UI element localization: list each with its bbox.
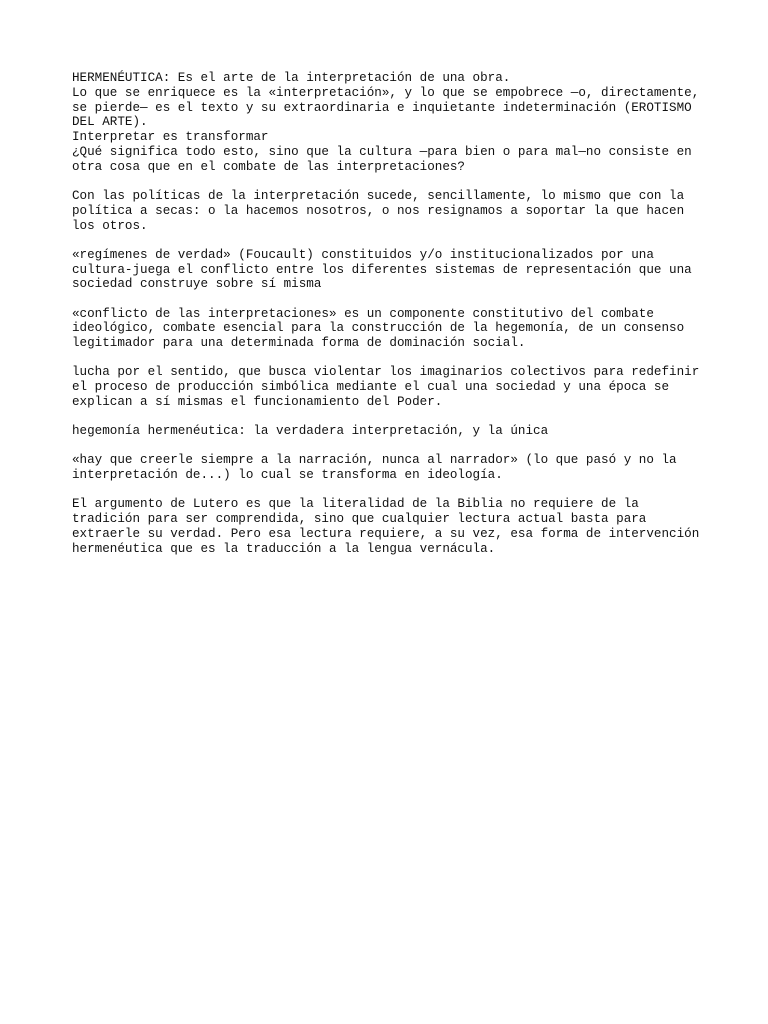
text-line: El argumento de Lutero es que la literalidad de la Biblia no requiere de la	[72, 497, 639, 512]
text-line: HERMENÉUTICA: Es el arte de la interpretación de una obra.	[72, 71, 511, 85]
text-line: sociedad construye sobre sí misma	[72, 277, 322, 292]
text-line: hermenéutica que es la traducción a la lengua vernácula.	[72, 541, 496, 556]
text-line: otra cosa que en el combate de las interpretaciones?	[72, 159, 465, 174]
text-line: cultura-juega el conflicto entre los diferentes sistemas de representación que una	[72, 262, 692, 277]
paragraph-politicas	[72, 189, 732, 233]
text-line: hegemonía hermenéutica: la verdadera interpretación, y la única	[72, 424, 549, 439]
text-line: tradición para ser comprendida, sino que cualquier lectura actual basta para	[72, 512, 647, 527]
text-line: lucha por el sentido, que busca violentar los imaginarios colectivos para redefinir	[72, 365, 700, 380]
paragraph-narracion	[72, 453, 732, 483]
text-line: interpretación de...) lo cual se transforma en ideología.	[72, 468, 503, 483]
paragraph-conflicto	[72, 307, 732, 351]
text-line: «conflicto de las interpretaciones» es un componente constitutivo del combate	[72, 306, 654, 321]
text-line: Lo que se enriquece es la «interpretación», y lo que se empobrece —o, directamente,	[72, 85, 700, 100]
paragraph-regimenes	[72, 248, 732, 292]
text-line: «hay que creerle siempre a la narración, nunca al narrador» (lo que pasó y no la	[72, 453, 677, 468]
paragraph-lutero	[72, 497, 732, 556]
document-page	[72, 71, 732, 556]
text-line: «regímenes de verdad» (Foucault) constituidos y/o institucionalizados por una	[72, 247, 654, 262]
text-line: Interpretar es transformar	[72, 130, 269, 145]
text-line: ideológico, combate esencial para la construcción de la hegemonía, de un consenso	[72, 321, 685, 336]
text-line: Con las políticas de la interpretación sucede, sencillamente, lo mismo que con la	[72, 188, 685, 203]
text-line: extraerle su verdad. Pero esa lectura requiere, a su vez, esa forma de intervención	[72, 526, 700, 541]
text-line: política a secas: o la hacemos nosotros, o nos resignamos a soportar la que hacen	[72, 203, 685, 218]
text-line: el proceso de producción simbólica mediante el cual una sociedad y una época se	[72, 380, 670, 395]
text-line: se pierde— es el texto y su extraordinaria e inquietante indeterminación (EROTISMO	[72, 100, 692, 115]
paragraph-hermeneutica	[72, 71, 732, 175]
paragraph-hegemonia	[72, 424, 732, 439]
paragraph-lucha	[72, 365, 732, 409]
text-line: legitimador para una determinada forma de dominación social.	[72, 336, 526, 351]
text-line: ¿Qué significa todo esto, sino que la cultura —para bien o para mal—no consiste en	[72, 144, 692, 159]
text-line: explican a sí mismas el funcionamiento del Poder.	[72, 394, 443, 409]
text-line: DEL ARTE).	[72, 115, 148, 130]
text-line: los otros.	[72, 218, 148, 233]
